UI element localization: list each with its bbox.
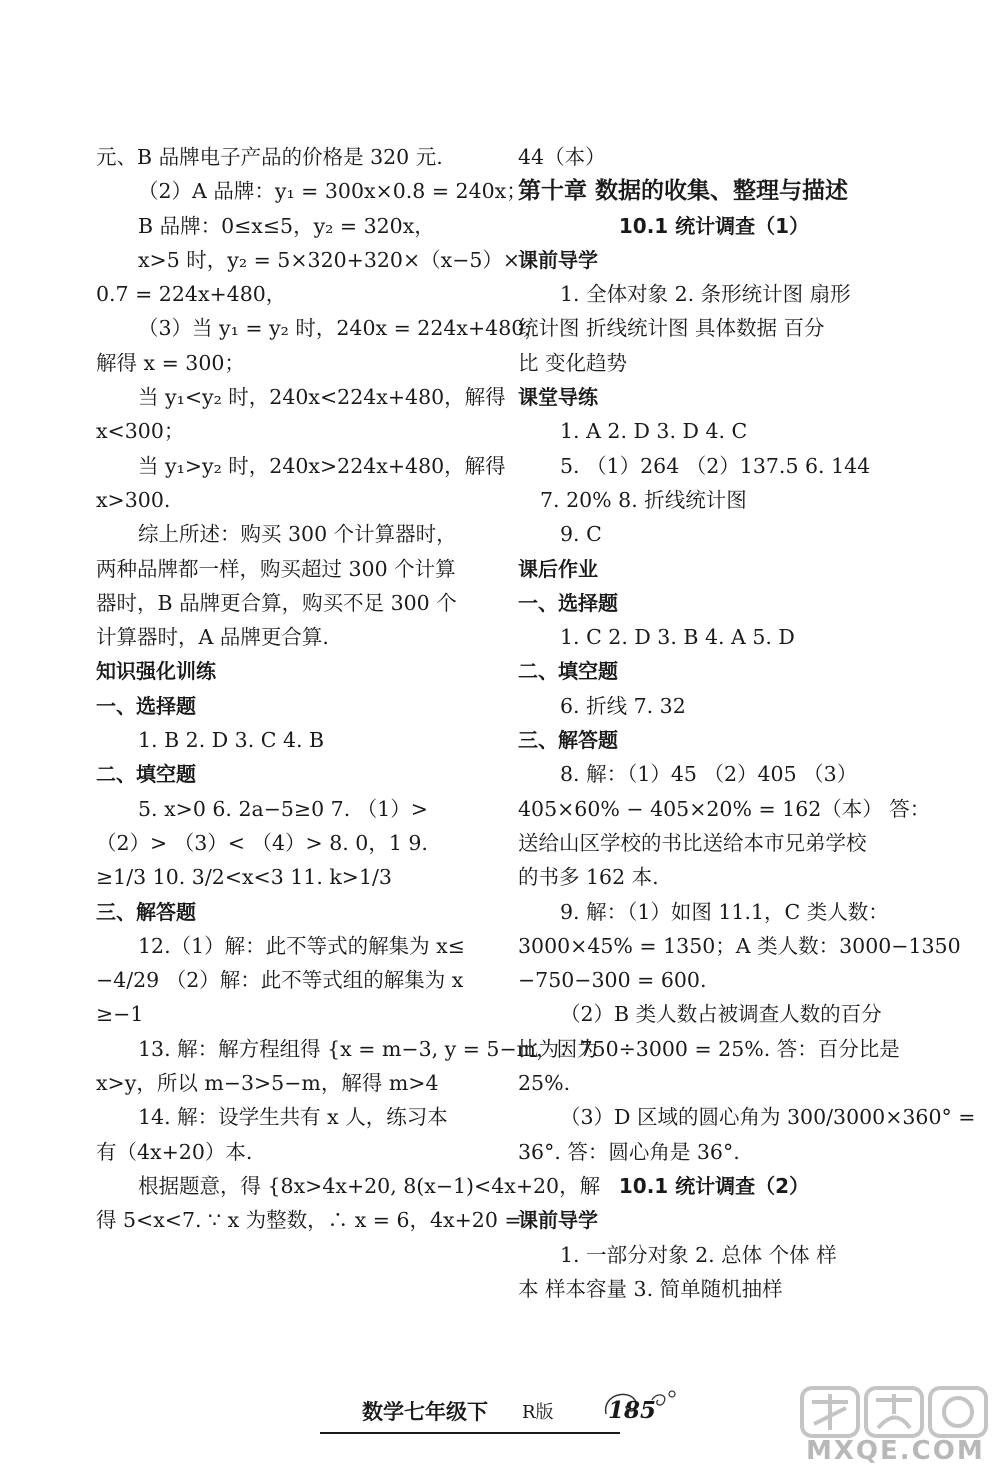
section-heading: 一、选择题	[96, 693, 196, 718]
answer-line: −750−300 = 600.	[518, 968, 707, 993]
page-number: 185	[608, 1397, 657, 1424]
answer-line: 13. 解：解方程组得 {x = m−3, y = 5−m，因为	[138, 1036, 598, 1061]
text-line: 0.7 = 224x+480，	[96, 282, 287, 307]
answer-line: 36°. 答：圆心角是 36°.	[518, 1139, 740, 1164]
section-heading: 知识强化训练	[96, 659, 216, 684]
answer-line: 有（4x+20）本.	[96, 1139, 253, 1164]
answer-line: （2）B 类人数占被调查人数的百分	[560, 1002, 882, 1027]
section-heading: 课前导学	[518, 1208, 598, 1233]
answer-line: 1. 全体对象 2. 条形统计图 扇形	[560, 282, 851, 307]
text-line: 两种品牌都一样，购买超过 300 个计算	[96, 556, 456, 581]
lesson-title: 10.1 统计调查（1）	[618, 213, 810, 238]
text-line: （2）A 品牌：y₁ = 300x×0.8 = 240x；	[138, 179, 527, 204]
answer-line: 3000×45% = 1350；A 类人数：3000−1350	[518, 933, 961, 958]
section-heading: 三、解答题	[96, 899, 196, 924]
section-heading: 三、解答题	[518, 728, 618, 753]
answer-line: 的书多 162 本.	[518, 865, 659, 890]
answer-line: （3）D 区域的圆心角为 300/3000×360° =	[560, 1105, 976, 1130]
answer-line: 1. C 2. D 3. B 4. A 5. D	[560, 625, 795, 650]
answer-line: 405×60% − 405×20% = 162（本） 答：	[518, 796, 931, 821]
text-line: 解得 x = 300；	[96, 350, 245, 375]
answer-line: 送给山区学校的书比送给本市兄弟学校	[518, 830, 867, 855]
watermark-text: MXQE.COM	[806, 1436, 985, 1466]
text-line: 元、B 品牌电子产品的价格是 320 元.	[96, 145, 443, 169]
text-line: x<300；	[96, 419, 185, 444]
text-line: 器时，B 品牌更合算，购买不足 300 个	[96, 590, 457, 615]
section-heading: 课后作业	[518, 556, 598, 581]
lesson-title: 10.1 统计调查（2）	[618, 1173, 810, 1198]
section-heading: 一、选择题	[518, 590, 618, 615]
answer-line: （2）> （3）< （4）> 8. 0，1 9.	[96, 830, 428, 855]
edition-label: R版	[522, 1402, 554, 1423]
watermark	[800, 1384, 1000, 1476]
answer-line: 14. 解：设学生共有 x 人，练习本	[138, 1105, 448, 1130]
text-line: （3）当 y₁ = y₂ 时，240x = 224x+480，	[138, 316, 545, 341]
answer-line: 12.（1）解：此不等式的解集为 x≤	[138, 933, 465, 958]
answer-line: ≥1/3 10. 3/2<x<3 11. k>1/3	[96, 865, 392, 890]
chapter-title: 第十章 数据的收集、整理与描述	[518, 178, 849, 205]
watermark-logo-icon	[800, 1384, 1000, 1440]
page-footer	[320, 1392, 620, 1434]
answer-line: −4/29 （2）解：此不等式组的解集为 x	[96, 968, 464, 993]
answer-line: 9. C	[560, 522, 602, 547]
text-line: x>300.	[96, 487, 171, 512]
section-heading: 课堂导练	[518, 385, 598, 410]
answer-line: ≥−1	[96, 1002, 144, 1027]
text-line: 综上所述：购买 300 个计算器时，	[138, 522, 457, 547]
text-line: 计算器时，A 品牌更合算.	[96, 625, 329, 650]
section-heading: 二、填空题	[96, 762, 196, 787]
answer-line: 8. 解：（1）45 （2）405 （3）	[560, 762, 858, 787]
text-line: x>5 时，y₂ = 5×320+320×（x−5）×	[138, 247, 521, 272]
answer-line: x>y，所以 m−3>5−m，解得 m>4	[96, 1071, 439, 1096]
answer-line: 1. A 2. D 3. D 4. C	[560, 419, 748, 444]
answer-line: 6. 折线 7. 32	[560, 693, 686, 718]
answer-line: 1. B 2. D 3. C 4. B	[138, 728, 325, 753]
answer-line: 25%.	[518, 1071, 571, 1096]
answer-line: 7. 20% 8. 折线统计图	[540, 487, 747, 512]
answer-line: 9. 解：（1）如图 11.1，C 类人数：	[560, 899, 889, 924]
text-line: 当 y₁>y₂ 时，240x>224x+480，解得	[138, 453, 506, 478]
right-column	[518, 140, 976, 1306]
answer-line: 本 样本容量 3. 简单随机抽样	[518, 1276, 783, 1301]
section-heading: 二、填空题	[518, 659, 618, 684]
answer-line: 1. 一部分对象 2. 总体 个体 样	[560, 1242, 837, 1267]
text-line: 当 y₁<y₂ 时，240x<224x+480，解得	[138, 385, 506, 410]
answer-line: 统计图 折线统计图 具体数据 百分	[518, 316, 825, 341]
answer-line: 比为：750÷3000 = 25%. 答：百分比是	[518, 1036, 900, 1061]
section-heading: 课前导学	[518, 247, 598, 272]
book-title: 数学七年级下	[362, 1400, 488, 1424]
answer-line: 5. x>0 6. 2a−5≥0 7. （1）>	[138, 796, 428, 821]
text-line: 44（本）	[518, 145, 606, 169]
answer-line: 比 变化趋势	[518, 350, 628, 375]
answer-line: 得 5<x<7. ∵ x 为整数，∴ x = 6，4x+20 =	[96, 1208, 522, 1233]
text-line: B 品牌：0≤x≤5，y₂ = 320x，	[138, 213, 435, 238]
answer-line: 根据题意，得 {8x>4x+20, 8(x−1)<4x+20，解	[138, 1173, 601, 1198]
answer-line: 5. （1）264 （2）137.5 6. 144	[560, 453, 871, 478]
